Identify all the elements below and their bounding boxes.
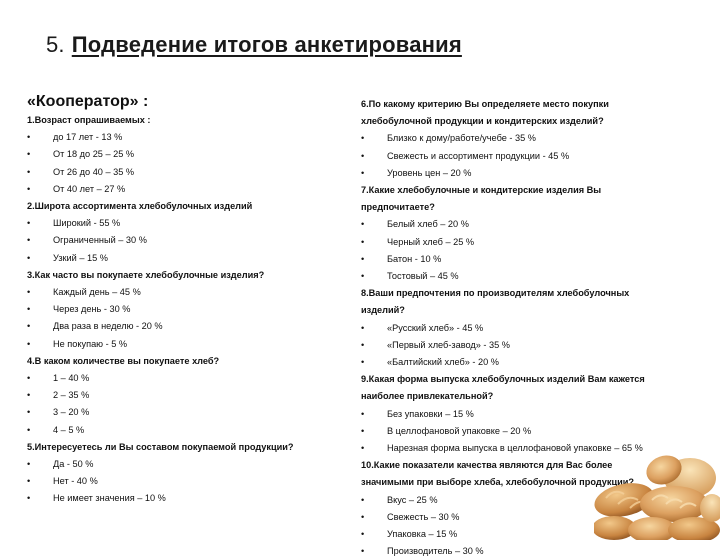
question-text: 8.Ваши предпочтения по производителям хлебобулочных [361, 288, 630, 299]
answer-text: Узкий – 15 % [53, 252, 108, 263]
bullet-icon: • [27, 338, 31, 349]
answer-item [27, 422, 347, 439]
answer-list [27, 370, 347, 439]
bullet-icon: • [361, 133, 365, 144]
answer-item [27, 250, 347, 267]
bullet-icon: • [361, 425, 365, 436]
bullet-icon: • [361, 271, 365, 282]
answer-text: 4 – 5 % [53, 424, 85, 435]
bullet-icon: • [27, 373, 31, 384]
answer-text: Нарезная форма выпуска в целлофановой упаковке – 65 % [387, 443, 643, 454]
question-text: наиболее привлекательной? [361, 391, 494, 402]
bullet-icon: • [361, 408, 365, 419]
survey-question [27, 267, 347, 284]
answer-text: Близко к дому/работе/учебе - 35 % [387, 133, 536, 144]
survey-question [361, 96, 697, 130]
answer-text: «Первый хлеб-завод» - 35 % [387, 339, 510, 350]
answer-text: Упаковка – 15 % [387, 529, 458, 540]
answer-text: От 26 до 40 – 35 % [53, 166, 135, 177]
answer-text: От 40 лет – 27 % [53, 183, 126, 194]
answer-text: Нет - 40 % [53, 476, 98, 487]
answer-text: Черный хлеб – 25 % [387, 236, 475, 247]
answer-list [361, 130, 697, 182]
bullet-icon: • [361, 494, 365, 505]
question-text: значимыми при выборе хлеба, хлебобулочной продукции? [361, 477, 635, 488]
answer-item [361, 165, 697, 182]
bullet-icon: • [27, 407, 31, 418]
answer-text: Свежесть и ассортимент продукции - 45 % [387, 150, 570, 161]
answer-list [27, 129, 347, 198]
bullet-icon: • [27, 235, 31, 246]
question-text: хлебобулочной продукции и кондитерских изделий? [361, 116, 604, 127]
answer-item [27, 473, 347, 490]
answer-item [27, 164, 347, 181]
answer-item [361, 268, 697, 285]
answer-item [361, 251, 697, 268]
bullet-icon: • [361, 219, 365, 230]
answer-item [27, 284, 347, 301]
bullet-icon: • [361, 511, 365, 522]
answer-item [27, 232, 347, 249]
answer-text: Производитель – 30 % [387, 546, 484, 557]
answer-list [361, 216, 697, 285]
answer-text: Вкус – 25 % [387, 494, 438, 505]
answer-item [27, 456, 347, 473]
answer-item [27, 318, 347, 335]
answer-item [27, 129, 347, 146]
bullet-icon: • [361, 167, 365, 178]
bullet-icon: • [361, 150, 365, 161]
answer-item [27, 490, 347, 507]
answer-text: Белый хлеб – 20 % [387, 219, 469, 230]
survey-question [27, 198, 347, 215]
answer-item [27, 370, 347, 387]
bullet-icon: • [27, 287, 31, 298]
answer-text: В целлофановой упаковке – 20 % [387, 425, 532, 436]
bullet-icon: • [27, 459, 31, 470]
answer-text: Через день - 30 % [53, 304, 131, 315]
answer-item [27, 336, 347, 353]
bullet-icon: • [361, 546, 365, 557]
bullet-icon: • [361, 339, 365, 350]
answer-text: Два раза в неделю - 20 % [53, 321, 163, 332]
bullet-icon: • [361, 236, 365, 247]
answer-text: 3 – 20 % [53, 407, 90, 418]
bullet-icon: • [27, 390, 31, 401]
answer-item [27, 146, 347, 163]
cooperative-subtitle: «Кооператор» : [27, 93, 149, 110]
answer-item [361, 337, 697, 354]
section-number: 5. [46, 32, 65, 57]
bullet-icon: • [361, 443, 365, 454]
question-text: 3.Как часто вы покупаете хлебобулочные изделия? [27, 269, 265, 280]
bullet-icon: • [361, 357, 365, 368]
question-text: 7.Какие хлебобулочные и кондитерские изделия Вы [361, 185, 602, 196]
answer-list [27, 215, 347, 267]
question-text: изделий? [361, 305, 405, 316]
answer-text: Батон - 10 % [387, 253, 442, 264]
bullet-icon: • [27, 218, 31, 229]
survey-question [361, 285, 697, 319]
answer-text: Не имеет значения – 10 % [53, 493, 166, 504]
answer-item [361, 130, 697, 147]
answer-item [361, 320, 697, 337]
answer-item [361, 423, 697, 440]
answer-list [361, 320, 697, 372]
question-text: предпочитаете? [361, 202, 435, 213]
answer-text: Да - 50 % [53, 459, 94, 470]
bullet-icon: • [27, 424, 31, 435]
survey-question [361, 182, 697, 216]
bullet-icon: • [361, 529, 365, 540]
survey-column-left [27, 112, 347, 508]
bullet-icon: • [27, 304, 31, 315]
survey-question [27, 353, 347, 370]
question-text: 9.Какая форма выпуска хлебобулочных изделий Вам кажется [361, 374, 645, 385]
question-text: 10.Какие показатели качества являются для Вас более [361, 460, 613, 471]
answer-text: 1 – 40 % [53, 373, 90, 384]
answer-text: Каждый день – 45 % [53, 287, 141, 298]
answer-item [27, 181, 347, 198]
question-text: 2.Широта ассортимента хлебобулочных изделий [27, 201, 253, 212]
bullet-icon: • [361, 322, 365, 333]
survey-question [361, 371, 697, 405]
bakery-image [594, 448, 720, 540]
bullet-icon: • [27, 132, 31, 143]
bullet-icon: • [27, 476, 31, 487]
survey-question [27, 439, 347, 456]
bullet-icon: • [27, 166, 31, 177]
answer-item [27, 404, 347, 421]
answer-item [361, 216, 697, 233]
answer-text: Ограниченный – 30 % [53, 235, 147, 246]
question-text: 6.По какому критерию Вы определяете место покупки [361, 99, 609, 109]
answer-item [361, 354, 697, 371]
answer-list [27, 456, 347, 508]
answer-item [361, 234, 697, 251]
answer-item [27, 387, 347, 404]
bullet-icon: • [27, 321, 31, 332]
question-text: 5.Интересуетесь ли Вы составом покупаемой продукции? [27, 441, 294, 452]
bullet-icon: • [27, 493, 31, 504]
answer-text: Тостовый – 45 % [387, 271, 459, 282]
answer-item [361, 406, 697, 423]
section-title: Подведение итогов анкетирования [71, 32, 462, 57]
answer-list [27, 284, 347, 353]
answer-text: 2 – 35 % [53, 390, 90, 401]
survey-question [27, 112, 347, 129]
bullet-icon: • [27, 149, 31, 160]
question-text: 1.Возраст опрашиваемых : [27, 115, 151, 125]
answer-item [27, 215, 347, 232]
answer-text: «Балтийский хлеб» - 20 % [387, 357, 499, 368]
answer-text: Свежесть – 30 % [387, 511, 460, 522]
answer-text: «Русский хлеб» - 45 % [387, 322, 484, 333]
bullet-icon: • [27, 252, 31, 263]
answer-text: Уровень цен – 20 % [387, 167, 472, 178]
answer-text: Без упаковки – 15 % [387, 408, 474, 419]
answer-item [27, 301, 347, 318]
page-title [46, 32, 462, 58]
answer-text: до 17 лет - 13 % [53, 132, 123, 143]
answer-item [361, 148, 697, 165]
answer-item [361, 543, 697, 560]
question-text: 4.В каком количестве вы покупаете хлеб? [27, 355, 220, 366]
answer-text: От 18 до 25 – 25 % [53, 149, 135, 160]
bullet-icon: • [361, 253, 365, 264]
bullet-icon: • [27, 183, 31, 194]
answer-text: Не покупаю - 5 % [53, 338, 128, 349]
answer-text: Широкий - 55 % [53, 218, 121, 229]
